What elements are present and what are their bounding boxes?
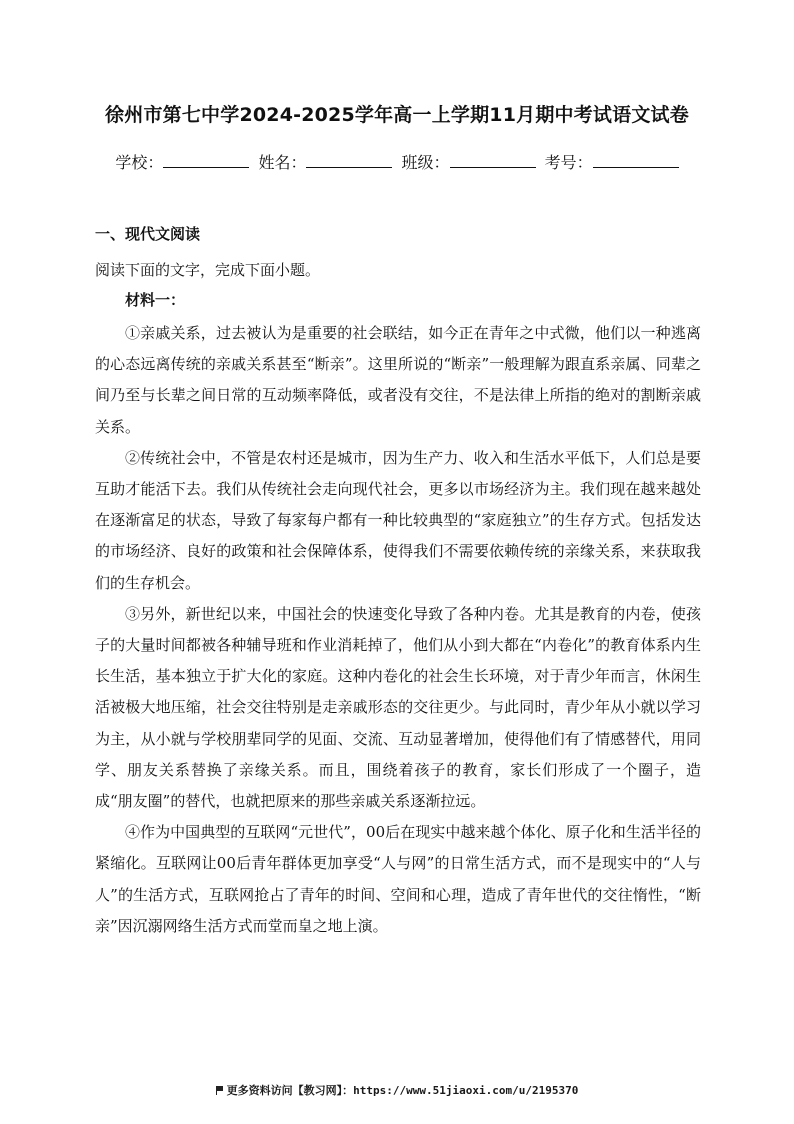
paragraph-4: ④作为中国典型的互联网“元世代”，00后在现实中越来越个体化、原子化和生活半径的紧缩化。互联网让00后青年群体更加享受“人与网”的日常生活方式，而不是现实中的“人与人”的生活方式，互联网抢占了青年的时间、空间和心理，造成了青年世代的交往惰性，“断亲”因沉溺网络生活方式而堂而皇之地上演。 (95, 823, 701, 935)
material-label: 材料一： (125, 291, 186, 309)
paragraph-2: ②传统社会中，不管是农村还是城市，因为生产力、收入和生活水平低下，人们总是要互助才能活下去。我们从传统社会走向现代社会，更多以市场经济为主。我们现在越来越处在逐渐富足的状态，导致了每家每户都有一种比较典型的“家庭独立”的生存方式。包括发达的市场经济、良好的政策和社会保障体系，使得我们不需要依赖传统的亲缘关系，来获取我们的生存机会。 (95, 448, 701, 592)
name-blank (306, 153, 392, 168)
section-heading: 一、现代文阅读 (95, 225, 201, 243)
reading-instruction: 阅读下面的文字，完成下面小题。 (95, 261, 321, 279)
exam-number-label: 考号： (544, 153, 593, 172)
exam-title: 徐州市第七中学2024-2025学年高一上学期11月期中考试语文试卷 (105, 104, 689, 126)
name-field (258, 150, 392, 173)
exam-number-blank (593, 153, 679, 168)
class-label: 班级： (401, 153, 450, 172)
paragraph-1: ①亲戚关系，过去被认为是重要的社会联结，如今正在青年之中式微，他们以一种逃离的心态远离传统的亲戚关系甚至“断亲”。这里所说的“断亲”一般理解为跟直系亲属、同辈之间乃至与长辈之间日常的互动频率降低，或者没有交往，不是法律上所指的绝对的割断亲戚关系。 (95, 324, 701, 436)
footer-text: 更多资料访问【教习网】：https://www.51jiaoxi.com/u/2195370 (226, 1084, 579, 1097)
flag-icon (216, 1086, 224, 1095)
class-blank (450, 153, 536, 168)
footer-link[interactable] (0, 1082, 794, 1098)
name-label: 姓名： (258, 153, 307, 172)
paragraph-3: ③另外，新世纪以来，中国社会的快速变化导致了各种内卷。尤其是教育的内卷，使孩子的大量时间都被各种辅导班和作业消耗掉了，他们从小到大都在“内卷化”的教育体系内生长生活，基本独立于扩大化的家庭。这种内卷化的社会生长环境，对于青少年而言，休闲生活被极大地压缩，社会交往特别是走亲戚形态的交往更少。与此同时，青少年从小就以学习为主，从小就与学校朋辈同学的见面、交流、互动显著增加，使得他们有了情感替代，用同学、朋友关系替换了亲缘关系。而且，围绕着孩子的教育，家长们形成了一个圈子，造成“朋友圈”的替代，也就把原来的那些亲戚关系逐渐拉远。 (95, 604, 701, 811)
school-label: 学校： (115, 153, 164, 172)
class-field (402, 150, 536, 173)
school-blank (163, 153, 249, 168)
school-field (115, 150, 249, 173)
passage-body (95, 318, 701, 942)
exam-number-field (545, 150, 679, 173)
student-info-row (0, 150, 794, 173)
